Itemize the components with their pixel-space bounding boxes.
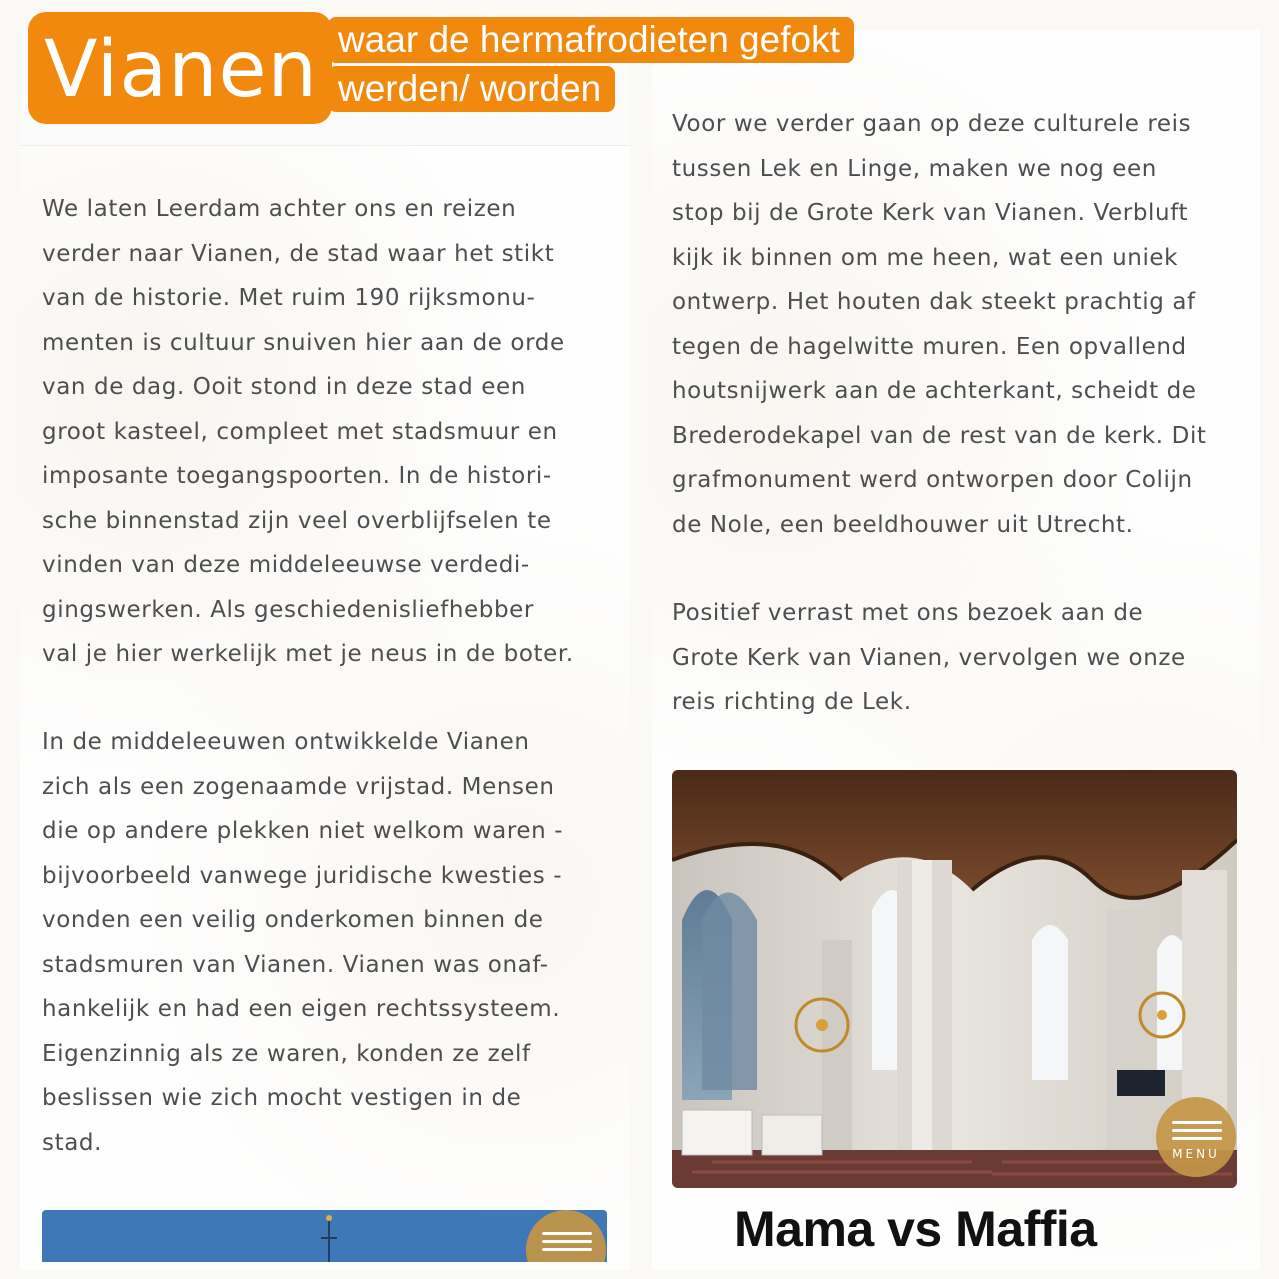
article-paragraph-richting-lek: Positief verrast met ons bezoek aan de Grote Kerk van Vianen, vervolgen we onze reis richting de Lek.	[672, 600, 1186, 715]
watermark-caption: Mama vs Maffia	[734, 1201, 1097, 1257]
menu-button-church[interactable]	[1156, 1097, 1236, 1177]
article-paragraph-grote-kerk: Voor we verder gaan op deze culturele reis tussen Lek en Linge, maken we nog een stop bij de Grote Kerk van Vianen. Verbluft kijk ik binnen om me heen, wat een uniek ontwerp. Het houten dak steekt prachtig af tegen de hagelwitte muren. Een opvallend houtsnijwerk aan de achterkant, scheidt de Brederodekapel van de rest van de kerk. Dit grafmonument werd ontworpen door Colijn de Nole, een beeldhouwer uit Utrecht.	[672, 111, 1207, 538]
menu-label: MENU	[1172, 1147, 1220, 1161]
overlay-title: Vianen	[44, 25, 318, 115]
overlay-subtitle-line-2: werden/ worden	[328, 66, 615, 112]
article-paragraph-leerdam-vianen: We laten Leerdam achter ons en reizen verder naar Vianen, de stad waar het stikt van de historie. Met ruim 190 rijksmonu- menten is cultuur snuiven hier aan de orde van de dag. Ooit stond in deze stad een groot kasteel, compleet met stadsmuur en imposante toegangspoorten. In de histori- sche binnenstad zijn veel overblijfselen te vinden van deze middeleeuwse verdedi- gingswerken. Als geschiedenisliefhebber val je hier werkelijk met je neus in de boter.	[42, 196, 574, 667]
overlay-subtitle-line-1: waar de hermafrodieten gefokt	[328, 17, 854, 63]
church-interior-photo	[672, 770, 1237, 1188]
sky-photo-teaser	[42, 1210, 607, 1262]
article-paragraph-vrijstad: In de middeleeuwen ontwikkelde Vianen zich als een zogenaamde vrijstad. Mensen die op andere plekken niet welkom waren - bijvoorbeeld vanwege juridische kwesties - vonden een veilig onderkomen binnen de stadsmuren van Vianen. Vianen was onaf- hankelijk en had een eigen rechtssysteem. Eigenzinnig als ze waren, konden ze zelf beslissen wie zich mocht vestigen in de stad.	[42, 729, 564, 1156]
